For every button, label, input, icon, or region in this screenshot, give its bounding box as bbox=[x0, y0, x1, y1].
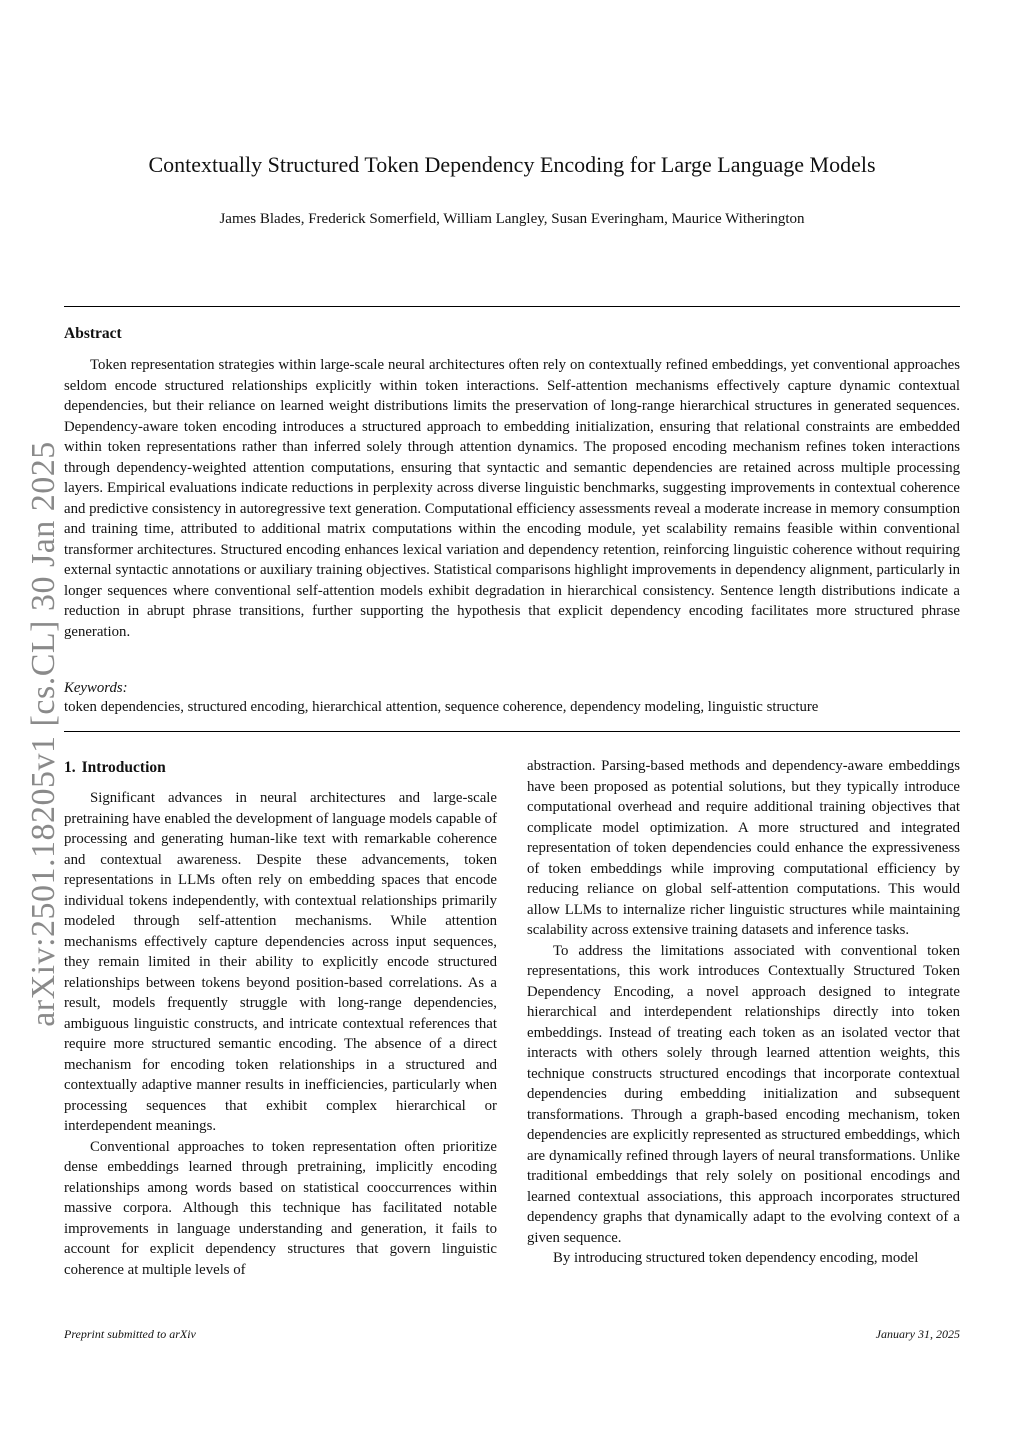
intro-paragraph: By introducing structured token dependency encoding, model bbox=[553, 1250, 919, 1266]
keywords-list: token dependencies, structured encoding, hierarchical attention, sequence coherence, dependency modeling, linguistic structure bbox=[64, 699, 819, 715]
intro-paragraph: Conventional approaches to token representation often prioritize dense embeddings learned through pretraining, implicitly encoding relationships among words based on statistical cooccurrences within massive corpora. Although this technique has facilitated notable improvements in language understanding and generation, it fails to account for explicit dependency structures that govern linguistic coherence at multiple levels of bbox=[64, 1138, 497, 1278]
footer-preprint-note: Preprint submitted to arXiv bbox=[64, 1327, 196, 1341]
top-divider bbox=[64, 306, 960, 307]
abstract-heading: Abstract bbox=[64, 325, 122, 342]
bottom-divider bbox=[64, 731, 960, 732]
intro-paragraph: abstraction. Parsing-based methods and dependency-aware embeddings have been proposed as potential solutions, but they typically introduce computational overhead and require additional training objectives that complicate model optimization. A more structured and integrated representation of token dependencies could enhance the expressiveness of token embeddings while improving computational efficiency by reducing reliance on global self-attention computations. This would allow LLMs to internalize richer linguistic structures while maintaining scalability across extensive training datasets and inference tasks. bbox=[527, 758, 960, 938]
author-list: James Blades, Frederick Somerfield, William Langley, Susan Everingham, Maurice Witherington bbox=[219, 211, 805, 227]
section-title: Introduction bbox=[81, 759, 166, 776]
abstract-body: Token representation strategies within large-scale neural architectures often rely on contextually refined embeddings, yet conventional approaches seldom encode structured relationships explicitly within token interactions. Self-attention mechanisms effectively capture dynamic contextual dependencies, but their reliance on learned weight distributions limits the preservation of long-range hierarchical structures in generated sequences. Dependency-aware token encoding introduces a structured approach to embedding initialization, ensuring that relational constraints are embedded within token representations rather than inferred solely through attention dynamics. The proposed encoding mechanism refines token interactions through dependency-weighted attention computations, ensuring that syntactic and semantic dependencies are retained across multiple processing layers. Empirical evaluations indicate reductions in perplexity across diverse linguistic benchmarks, suggesting improvements in contextual coherence and predictive consistency in autoregressive text generation. Computational efficiency assessments reveal a moderate increase in memory consumption and training time, attributed to additional matrix computations within the encoding module, yet scalability remains feasible within conventional transformer architectures. Structured encoding enhances lexical variation and dependency retention, reinforcing linguistic coherence without requiring external syntactic annotations or auxiliary training objectives. Statistical comparisons highlight improvements in dependency alignment, particularly in longer sequences where conventional self-attention models exhibit degradation in hierarchical consistency. Sentence length distributions indicate a reduction in abrupt phrase transitions, further supporting the hypothesis that explicit dependency encoding facilitates more structured phrase generation. bbox=[64, 357, 960, 640]
intro-paragraph: Significant advances in neural architectures and large-scale pretraining have enabled the development of language models capable of processing and generating human-like text with remarkable coherence and contextual awareness. Despite these advancements, token representations in LLMs often rely on embedding spaces that encode individual tokens independently, with contextual relationships primarily modeled through self-attention mechanisms. While attention mechanisms effectively capture dependencies across input sequences, they remain limited in their ability to explicitly encode structured relationships between tokens beyond position-based correlations. As a result, models frequently struggle with long-range dependencies, ambiguous linguistic constructs, and intricate contextual references that require more structured semantic encoding. The absence of a direct mechanism for encoding token relationships in a structured and contextually adaptive manner results in inefficiencies, particularly when processing sequences that exhibit complex hierarchical or interdependent meanings. bbox=[64, 790, 497, 1134]
arxiv-identifier-stamp[interactable]: arXiv:2501.18205v1 [cs.CL] 30 Jan 2025 bbox=[25, 441, 62, 1027]
keywords-label: Keywords: bbox=[64, 680, 128, 696]
intro-paragraph: To address the limitations associated with conventional token representations, this work introduces Contextually Structured Token Dependency Encoding, a novel approach designed to integrate hierarchical and interdependent relationships directly into token embeddings. Instead of treating each token as an isolated vector that interacts with others solely through learned attention weights, this technique constructs structured encodings that incorporate contextual dependencies during embedding initialization and subsequent transformations. Through a graph-based encoding mechanism, token dependencies are explicitly represented as structured embeddings, which are dynamically refined through layers of neural transformations. Unlike traditional embeddings that rely solely on positional encodings and learned contextual associations, this approach incorporates structured dependency graphs that dynamically adapt to the evolving context of a given sequence. bbox=[527, 942, 960, 1246]
paper-title: Contextually Structured Token Dependency Encoding for Large Language Models bbox=[148, 152, 876, 177]
right-column bbox=[527, 756, 960, 1269]
left-column bbox=[64, 756, 497, 1280]
section-heading-introduction bbox=[64, 758, 497, 778]
footer-date: January 31, 2025 bbox=[875, 1327, 960, 1341]
section-number: 1. bbox=[64, 759, 76, 776]
